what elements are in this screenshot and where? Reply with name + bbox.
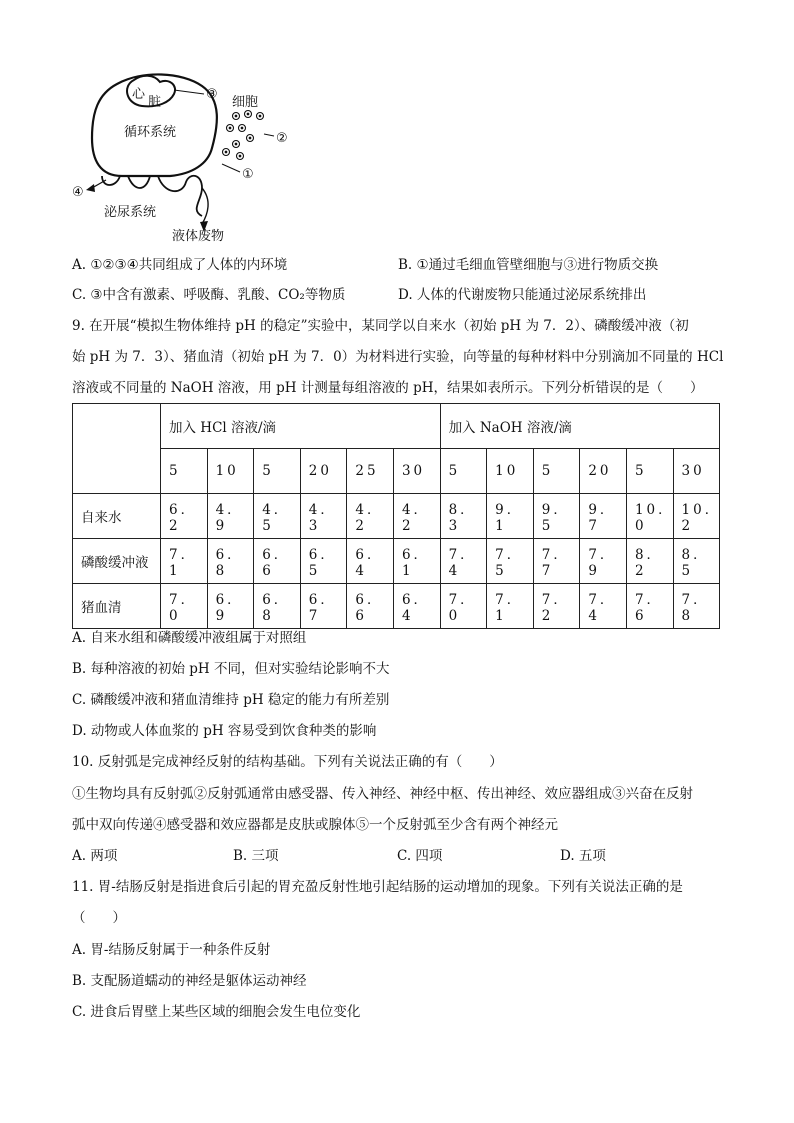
marker-1: ① <box>242 167 254 182</box>
marker-4: ④ <box>72 185 84 200</box>
drops-cell: 30 <box>673 449 720 494</box>
ph-cell: 7．4 <box>580 584 627 629</box>
ph-cell: 6．4 <box>347 539 394 584</box>
ph-cell: 6．8 <box>207 539 254 584</box>
ph-cell: 6．8 <box>254 584 301 629</box>
hcl-header: 加入 HCl 溶液/滴 <box>161 404 441 449</box>
ph-cell: 6．9 <box>207 584 254 629</box>
q11-option-c: C. 进食后胃壁上某些区域的细胞会发生电位变化 <box>72 1004 361 1020</box>
ph-cell: 6．4 <box>393 584 440 629</box>
ph-cell: 7．1 <box>161 539 208 584</box>
heart-label-1: 心 <box>132 87 146 102</box>
ph-cell: 7．0 <box>440 584 487 629</box>
cell-dots <box>223 111 264 160</box>
table-row-phosphate-buffer <box>73 539 720 584</box>
q10-option-d: D. 五项 <box>560 848 606 864</box>
ph-cell: 4．9 <box>207 494 254 539</box>
q9-stem-line-2: 始 pH 为 7．3）、猪血清（初始 pH 为 7．0）为材料进行实验，向等量的每种材料中分别滴加不同量的 HCl <box>72 349 724 365</box>
q8-option-c: C. ③中含有激素、呼吸酶、乳酸、CO₂等物质 <box>72 287 346 303</box>
drops-cell: 20 <box>300 449 347 494</box>
ph-cell: 7．1 <box>487 584 534 629</box>
row-label: 自来水 <box>73 494 161 539</box>
drops-cell: 10 <box>487 449 534 494</box>
circulatory-label: 循环系统 <box>124 125 177 140</box>
ph-cell: 6．6 <box>254 539 301 584</box>
table-corner-cell <box>73 404 161 494</box>
q11-option-b: B. 支配肠道蠕动的神经是躯体运动神经 <box>72 973 307 989</box>
ph-cell: 7．5 <box>487 539 534 584</box>
ph-cell: 6．1 <box>393 539 440 584</box>
q10-option-b: B. 三项 <box>233 848 279 864</box>
ph-cell: 6．7 <box>300 584 347 629</box>
q8-option-a: A. ①②③④共同组成了人体的内环境 <box>72 257 288 273</box>
table-header-row <box>73 404 720 449</box>
ph-cell: 7．4 <box>440 539 487 584</box>
naoh-header: 加入 NaOH 溶液/滴 <box>440 404 720 449</box>
drops-cell: 10 <box>207 449 254 494</box>
table-row-tap-water <box>73 494 720 539</box>
q10-option-c: C. 四项 <box>397 848 443 864</box>
ph-cell: 6．2 <box>161 494 208 539</box>
q11-stem-line-2: （ ） <box>72 910 126 926</box>
row-label: 猪血清 <box>73 584 161 629</box>
q10-stem-line-1: 10. 反射弧是完成神经反射的结构基础。下列有关说法正确的有（ ） <box>72 754 503 770</box>
q9-option-c: C. 磷酸缓冲液和猪血清维持 pH 稳定的能力有所差别 <box>72 692 390 708</box>
ph-cell: 4．3 <box>300 494 347 539</box>
table-row-pig-serum <box>73 584 720 629</box>
ph-cell: 7．7 <box>533 539 580 584</box>
drops-cell: 5 <box>161 449 208 494</box>
q8-option-d: D. 人体的代谢废物只能通过泌尿系统排出 <box>398 287 647 303</box>
q9-option-d: D. 动物或人体血浆的 pH 容易受到饮食种类的影响 <box>72 723 377 739</box>
ph-cell: 8．2 <box>626 539 673 584</box>
ph-cell: 7．2 <box>533 584 580 629</box>
q10-option-a: A. 两项 <box>72 848 118 864</box>
q9-stem-line-3: 溶液或不同量的 NaOH 溶液，用 pH 计测量每组溶液的 pH，结果如表所示。下列分析错误的是（ ） <box>72 380 704 396</box>
ph-cell: 6．6 <box>347 584 394 629</box>
drops-cell: 5 <box>440 449 487 494</box>
marker-3: ③ <box>206 87 218 102</box>
row-label: 磷酸缓冲液 <box>73 539 161 584</box>
ph-cell: 10．2 <box>673 494 720 539</box>
q8-option-b: B. ①通过毛细血管壁细胞与③进行物质交换 <box>398 257 659 273</box>
marker-2: ② <box>276 131 288 146</box>
ph-results-table <box>72 403 720 629</box>
cells-label: 细胞 <box>232 95 259 110</box>
ph-cell: 9．1 <box>487 494 534 539</box>
drops-cell: 5 <box>254 449 301 494</box>
q9-stem-line-1: 9. 在开展“模拟生物体维持 pH 的稳定”实验中，某同学以自来水（初始 pH 为 7．2）、磷酸缓冲液（初 <box>72 318 689 334</box>
q10-stem-line-2: ①生物均具有反射弧②反射弧通常由感受器、传入神经、神经中枢、传出神经、效应器组成③兴奋在反射 <box>72 786 693 802</box>
ph-cell: 10．0 <box>626 494 673 539</box>
ph-cell: 7．0 <box>161 584 208 629</box>
ph-cell: 7．9 <box>580 539 627 584</box>
ph-cell: 7．8 <box>673 584 720 629</box>
heart-label-2: 脏 <box>148 95 162 110</box>
drops-cell: 25 <box>347 449 394 494</box>
ph-cell: 9．7 <box>580 494 627 539</box>
ph-cell: 4．2 <box>393 494 440 539</box>
ph-cell: 4．2 <box>347 494 394 539</box>
ph-cell: 4．5 <box>254 494 301 539</box>
table-drops-row <box>73 449 720 494</box>
ph-cell: 9．5 <box>533 494 580 539</box>
q9-option-b: B. 每种溶液的初始 pH 不同，但对实验结论影响不大 <box>72 661 390 677</box>
ph-cell: 8．3 <box>440 494 487 539</box>
body-fluid-diagram <box>62 64 302 244</box>
q9-option-a: A. 自来水组和磷酸缓冲液组属于对照组 <box>72 630 307 646</box>
ph-cell: 6．5 <box>300 539 347 584</box>
q11-option-a: A. 胃-结肠反射属于一种条件反射 <box>72 942 271 958</box>
drops-cell: 5 <box>626 449 673 494</box>
drops-cell: 5 <box>533 449 580 494</box>
liquid-waste-label: 液体废物 <box>172 229 225 244</box>
urinary-label: 泌尿系统 <box>104 205 157 220</box>
drops-cell: 30 <box>393 449 440 494</box>
q10-stem-line-3: 弧中双向传递④感受器和效应器都是皮肤或腺体⑤一个反射弧至少含有两个神经元 <box>72 817 558 833</box>
q11-stem-line-1: 11. 胃-结肠反射是指进食后引起的胃充盈反射性地引起结肠的运动增加的现象。下列有关说法正确的是 <box>72 879 683 895</box>
drops-cell: 20 <box>580 449 627 494</box>
ph-cell: 7．6 <box>626 584 673 629</box>
waste-outflow-line <box>202 188 208 224</box>
ph-cell: 8．5 <box>673 539 720 584</box>
